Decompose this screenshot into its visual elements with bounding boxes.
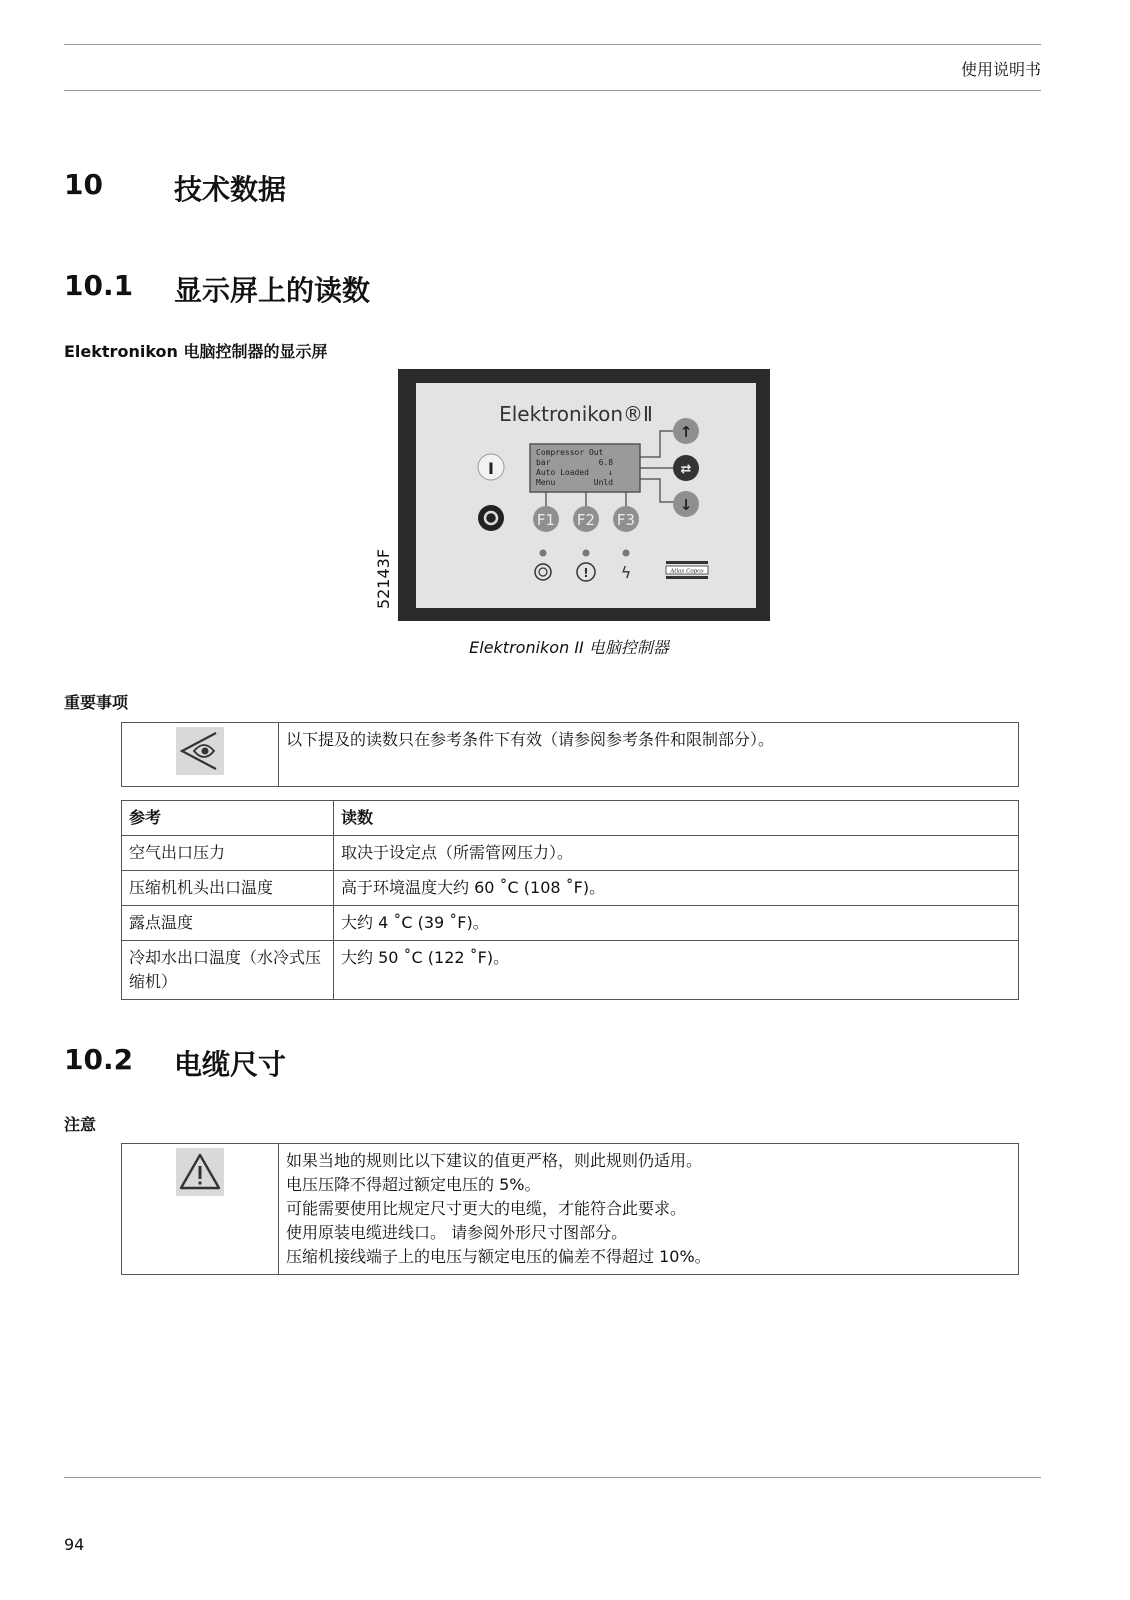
header-bottom-rule <box>64 90 1041 91</box>
important-box <box>121 722 1019 787</box>
figure-id-label: 52143F <box>374 548 393 610</box>
section-number: 10.2 <box>64 1043 134 1076</box>
lcd-line: Auto Loaded ↓ <box>536 468 614 477</box>
down-arrow-icon: ↓ <box>679 496 693 514</box>
table-cell-reading: 取决于设定点（所需管网压力）。 <box>334 836 1019 871</box>
notice-line: 压缩机接线端子上的电压与额定电压的偏差不得超过 10%。 <box>286 1247 711 1266</box>
section-title: 电缆尺寸 <box>174 1048 287 1081</box>
led-voltage <box>623 550 630 557</box>
section-title: 显示屏上的读数 <box>174 274 371 307</box>
stop-button <box>478 505 504 531</box>
logo-wordmark: Atlas Copco <box>670 568 704 575</box>
readings-table <box>121 800 1019 1000</box>
fkey-label: F1 <box>536 511 556 529</box>
led-auto <box>540 550 547 557</box>
notice-line: 可能需要使用比规定尺寸更大的电缆，才能符合此要求。 <box>286 1199 687 1218</box>
warning-icon-mark: ! <box>583 566 589 580</box>
logo-stripe <box>666 576 708 579</box>
notice-line: 使用原装电缆进线口。 请参阅外形尺寸图部分。 <box>286 1223 628 1242</box>
notice-text <box>279 1144 1019 1275</box>
important-icon-cell <box>122 723 279 787</box>
table-row <box>122 941 1019 1000</box>
elektronikon-controller-figure <box>368 369 770 621</box>
table-row <box>122 836 1019 871</box>
table-cell-reading: 高于环境温度大约 60 ˚C (108 ˚F)。 <box>334 871 1019 906</box>
table-header-reference: 参考 <box>122 801 334 836</box>
table-cell-reference: 冷却水出口温度（水冷式压缩机） <box>122 941 334 1000</box>
section-heading-10-1 <box>64 269 664 309</box>
table-cell-reference: 压缩机机头出口温度 <box>122 871 334 906</box>
fkey-label: F3 <box>616 511 636 529</box>
chapter-title: 技术数据 <box>174 173 287 206</box>
page-number: 94 <box>64 1535 85 1554</box>
brand-label: Elektronikon®Ⅱ <box>499 402 653 426</box>
table-cell-reference: 空气出口压力 <box>122 836 334 871</box>
led-warning <box>583 550 590 557</box>
notice-box <box>121 1143 1019 1275</box>
tab-arrows-icon: ⇄ <box>680 462 692 477</box>
figure-caption: Elektronikon II 电脑控制器 <box>469 638 669 657</box>
table-header-reading: 读数 <box>334 801 1019 836</box>
notice-label: 注意 <box>64 1115 97 1134</box>
fkey-label: F2 <box>576 511 596 529</box>
figure-subheading: Elektronikon 电脑控制器的显示屏 <box>64 342 328 361</box>
notice-line: 电压压降不得超过额定电压的 5%。 <box>286 1175 541 1194</box>
start-symbol-icon: I <box>488 459 494 478</box>
important-text: 以下提及的读数只在参考条件下有效（请参阅参考条件和限制部分）。 <box>279 723 1019 787</box>
table-cell-reference: 露点温度 <box>122 906 334 941</box>
lcd-line: Compressor Out <box>536 448 604 457</box>
footer-rule <box>64 1477 1041 1478</box>
table-row <box>122 906 1019 941</box>
notice-line: 如果当地的规则比以下建议的值更严格，则此规则仍适用。 <box>286 1151 703 1170</box>
important-label: 重要事项 <box>64 693 129 712</box>
notice-icon-cell <box>122 1144 279 1275</box>
section-number: 10.1 <box>64 269 134 302</box>
warning-triangle-icon <box>176 1148 224 1196</box>
chapter-heading <box>64 168 664 208</box>
up-arrow-icon: ↑ <box>679 423 693 441</box>
section-heading-10-2 <box>64 1043 664 1083</box>
logo-stripe <box>666 561 708 564</box>
table-row <box>122 871 1019 906</box>
table-cell-reading: 大约 50 ˚C (122 ˚F)。 <box>334 941 1019 1000</box>
eye-in-triangle-icon <box>176 727 224 775</box>
table-cell-reading: 大约 4 ˚C (39 ˚F)。 <box>334 906 1019 941</box>
running-title: 使用说明书 <box>960 60 1041 79</box>
voltage-on-icon: ϟ <box>620 563 632 582</box>
lcd-line: bar 6.8 <box>536 458 614 467</box>
table-header-row <box>122 801 1019 836</box>
chapter-number: 10 <box>64 168 103 201</box>
header-top-rule <box>64 44 1041 45</box>
lcd-line: Menu Unld <box>536 478 614 487</box>
